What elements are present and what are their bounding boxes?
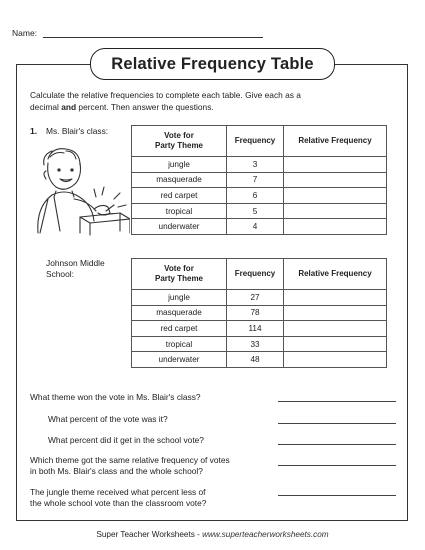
answer-cell[interactable] <box>284 336 387 352</box>
answer-cell[interactable] <box>284 203 387 219</box>
class-label: Ms. Blair's class: <box>46 126 109 136</box>
answer-line-d[interactable] <box>278 465 396 466</box>
question-a: What theme won the vote in Ms. Blair's class? <box>30 392 201 402</box>
question-number: 1. <box>30 126 38 136</box>
relative-frequency-header: Relative Frequency <box>284 126 387 157</box>
table-row: tropical 5 <box>132 203 387 219</box>
table-row: tropical 33 <box>132 336 387 352</box>
instructions: Calculate the relative frequencies to complete each table. Give each as a decimal and percent. Then answer the questions. <box>30 90 301 112</box>
answer-cell[interactable] <box>284 188 387 204</box>
answer-line-b[interactable] <box>278 423 396 424</box>
question-e: The jungle theme received what percent less of the whole school vote than the classroom vote? <box>30 487 207 508</box>
answer-line-a[interactable] <box>278 401 396 402</box>
theme-header: Vote for Party Theme <box>132 259 227 290</box>
table-row: underwater 4 <box>132 219 387 235</box>
table-row: red carpet 114 <box>132 321 387 337</box>
name-answer-line[interactable] <box>43 37 263 38</box>
answer-line-c[interactable] <box>278 444 396 445</box>
school-frequency-table <box>131 258 387 368</box>
footer: Super Teacher Worksheets - www.superteacherworksheets.com <box>96 530 329 539</box>
answer-cell[interactable] <box>284 219 387 235</box>
answer-cell[interactable] <box>284 172 387 188</box>
table-row: masquerade 7 <box>132 172 387 188</box>
page-title: Relative Frequency Table <box>90 48 335 80</box>
question-c: What percent did it get in the school vote? <box>48 435 204 445</box>
answer-cell[interactable] <box>284 352 387 368</box>
class-frequency-table <box>131 125 387 235</box>
answer-cell[interactable] <box>284 305 387 321</box>
answer-cell[interactable] <box>284 321 387 337</box>
answer-cell[interactable] <box>284 290 387 306</box>
answer-line-e[interactable] <box>278 495 396 496</box>
frequency-header: Frequency <box>227 259 284 290</box>
table-row: masquerade 78 <box>132 305 387 321</box>
school-label: Johnson Middle School: <box>46 258 105 279</box>
answer-cell[interactable] <box>284 157 387 173</box>
table-row: jungle 27 <box>132 290 387 306</box>
table-row: red carpet 6 <box>132 188 387 204</box>
theme-header: Vote for Party Theme <box>132 126 227 157</box>
voting-child-illustration <box>30 137 130 237</box>
footer-url[interactable]: www.superteacherworksheets.com <box>202 530 329 539</box>
table-row: jungle 3 <box>132 157 387 173</box>
question-b: What percent of the vote was it? <box>48 414 168 424</box>
question-d: Which theme got the same relative frequency of votes in both Ms. Blair's class and the whole school? <box>30 455 230 476</box>
frequency-header: Frequency <box>227 126 284 157</box>
table-row: underwater 48 <box>132 352 387 368</box>
relative-frequency-header: Relative Frequency <box>284 259 387 290</box>
name-label: Name: <box>12 28 38 38</box>
